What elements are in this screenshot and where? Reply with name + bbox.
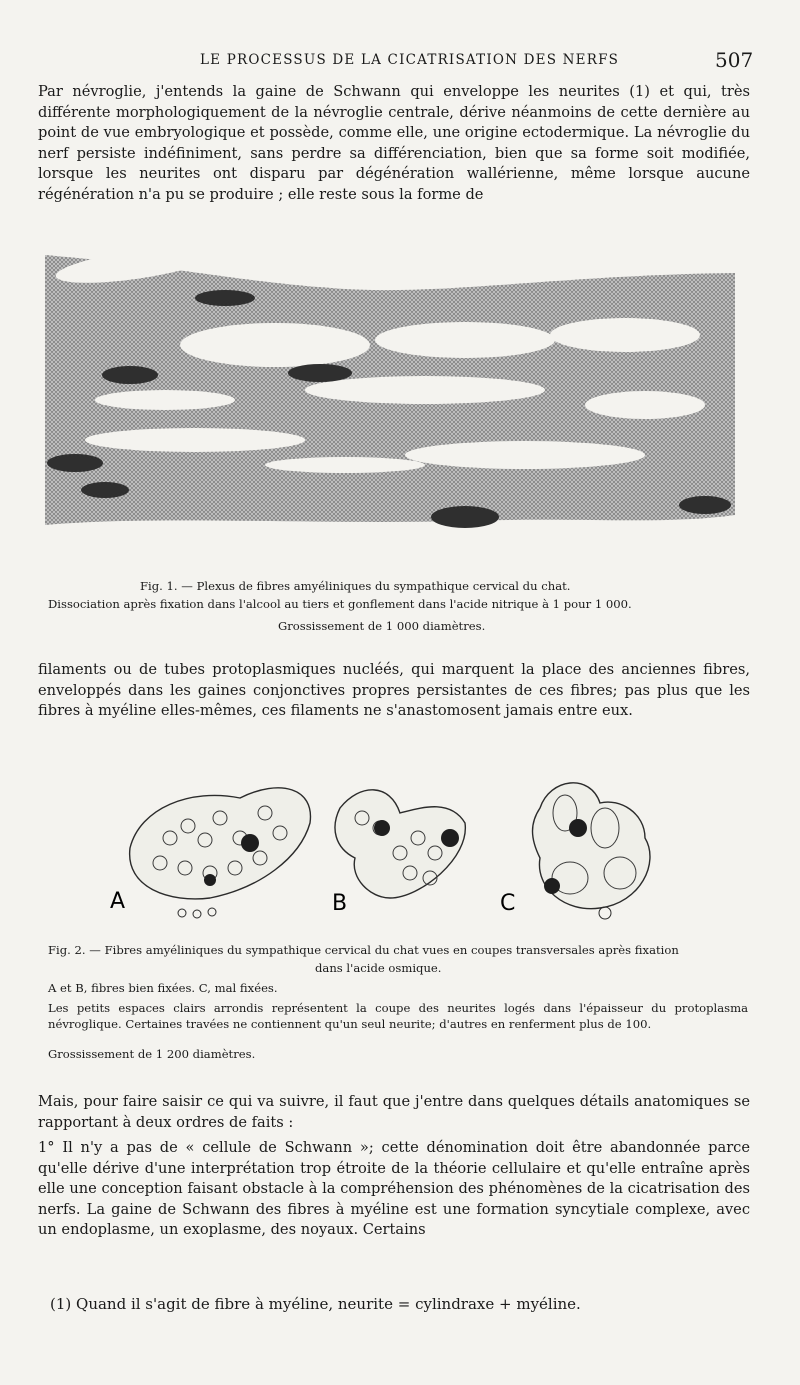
paragraph-1: Par névroglie, j'entends la gaine de Schwann qui enveloppe les neurites (1) et qui, très différente morphologiquement de la névroglie centrale, dérive néanmoins de cette dernière au point de vue embryologique et possède, comme elle, une origine ectodermique. La névroglie du nerf persiste indéfiniment, sans perdre sa différenciation, bien que sa forme soit modifiée, lorsque les neurites ont disparu par dégénération wallérienne, même lorsque aucune régénération n'a pu se produire ; elle reste sous la forme de bbox=[38, 83, 750, 203]
running-title: LE PROCESSUS DE LA CICATRISATION DES NERFS bbox=[200, 52, 620, 68]
paragraph-3: Mais, pour faire saisir ce qui va suivre, il faut que j'entre dans quelques détails anatomiques se rapportant à deux ordres de faits : bbox=[38, 1093, 750, 1131]
page-number: 507 bbox=[715, 48, 754, 72]
paragraph-4: 1° Il n'y a pas de « cellule de Schwann »; cette dénomination doit être abandonnée parce qu'elle dérive d'une interprétation trop étroite de la théorie cellulaire et qu'elle entraîne après elle une conception faisant obstacle à la compréhension des phénomènes de la cicatrisation des nerfs. La gaine de Schwann des fibres à myéline est une formation syncytiale complexe, avec un endoplasme, un exoplasme, des noyaux. Certains bbox=[38, 1139, 750, 1238]
figure-2-label-a: A bbox=[110, 889, 126, 914]
figure-1-caption-magnification: Grossissement de 1 000 diamètres. bbox=[278, 619, 486, 633]
figure-1-caption-title: Fig. 1. — Plexus de fibres amyéliniques du sympathique cervical du chat. bbox=[140, 579, 571, 593]
figure-2-label-b: B bbox=[332, 891, 348, 916]
figure-1-plexus-illustration bbox=[45, 225, 735, 570]
figure-2-cross-sections bbox=[100, 768, 700, 928]
figure-2-caption-spaces: Les petits espaces clairs arrondis représentent la coupe des neurites logés dans l'épaisseur du protoplasma névroglique. Certaines travées ne contiennent qu'un seul neurite; d'autres en renferment plus de 100. bbox=[48, 1001, 748, 1031]
figure-1-caption-method: Dissociation après fixation dans l'alcool au tiers et gonflement dans l'acide nitrique à 1 pour 1 000. bbox=[48, 597, 632, 611]
paragraph-2: filaments ou de tubes protoplasmiques nucléés, qui marquent la place des anciennes fibres, enveloppés dans les gaines conjonctives propres persistantes de ces fibres; pas plus que les fibres à myéline elles-mêmes, ces filaments ne s'anastomosent jamais entre eux. bbox=[38, 661, 750, 719]
running-header bbox=[160, 48, 760, 74]
figure-2-caption-ab: A et B, fibres bien fixées. C, mal fixées. bbox=[48, 981, 278, 995]
figure-2-caption-fixation: dans l'acide osmique. bbox=[315, 961, 442, 975]
footnote: (1) Quand il s'agit de fibre à myéline, neurite = cylindraxe + myéline. bbox=[50, 1295, 581, 1313]
figure-2-caption-title: Fig. 2. — Fibres amyéliniques du sympathique cervical du chat vues en coupes transversales après fixation bbox=[48, 943, 679, 957]
figure-2-caption-magnification: Grossissement de 1 200 diamètres. bbox=[48, 1047, 256, 1061]
figure-2-label-c: C bbox=[500, 891, 516, 916]
